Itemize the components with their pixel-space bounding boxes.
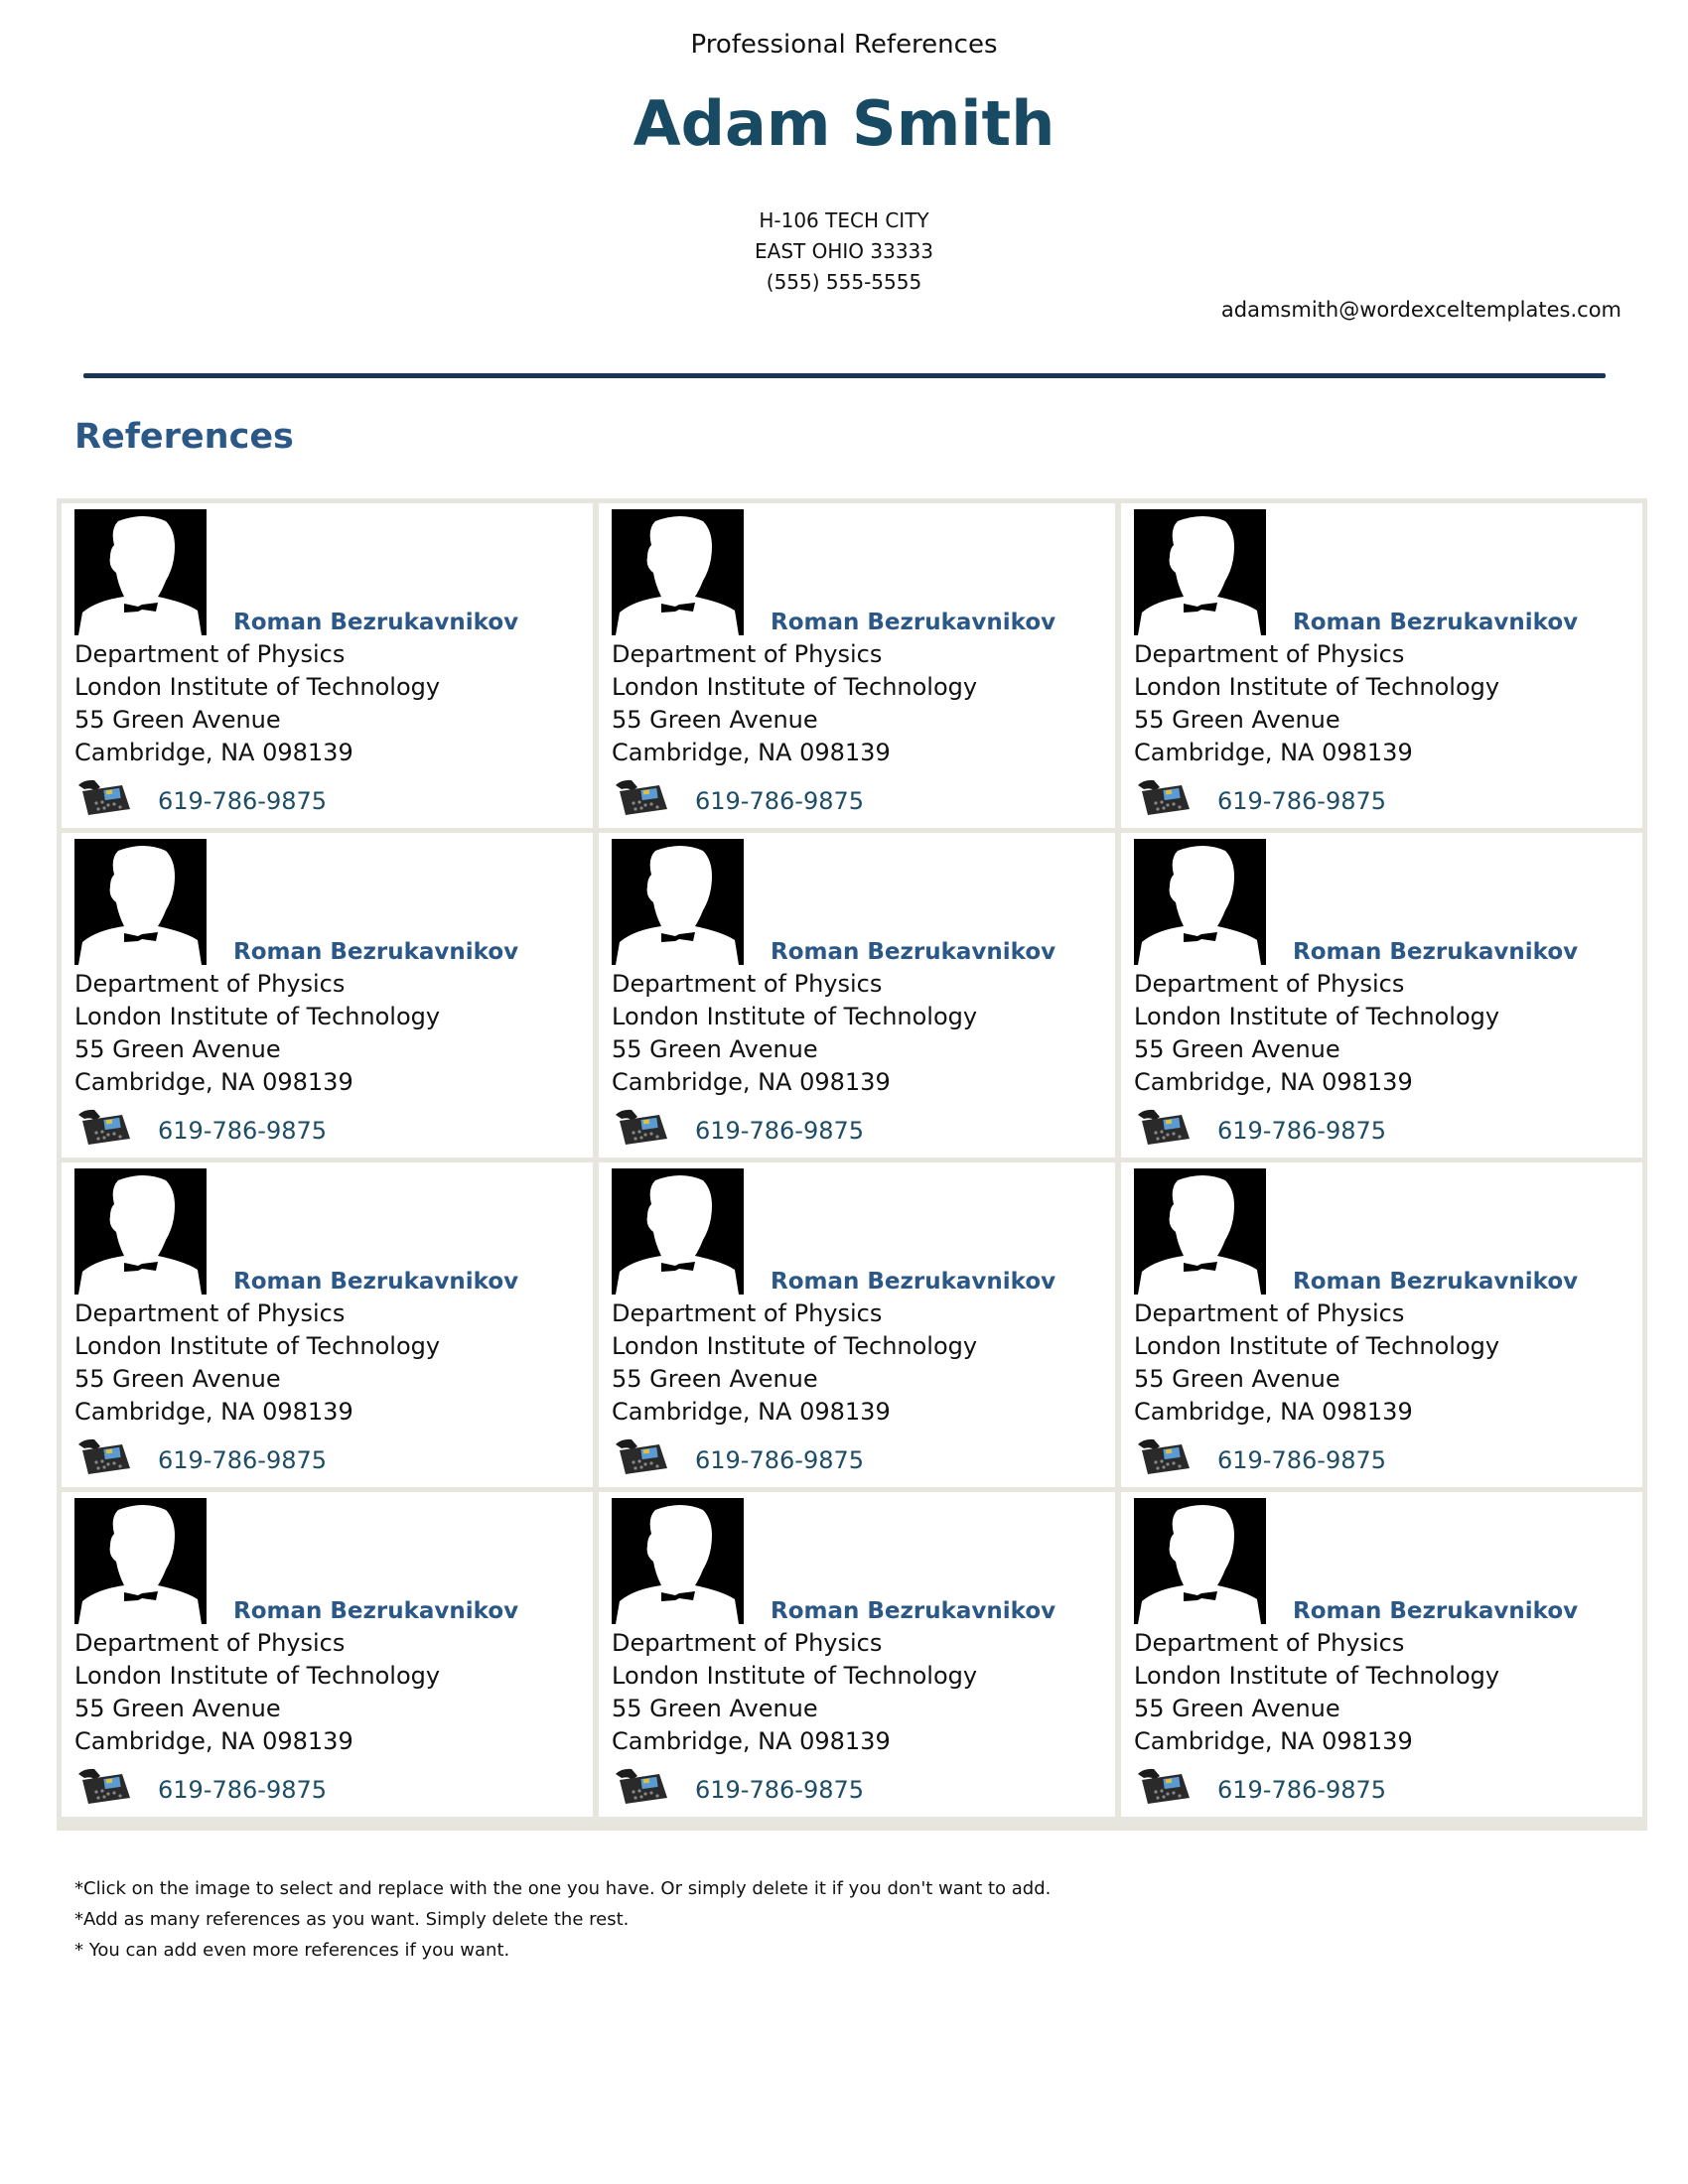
reference-phone: 619-786-9875: [1217, 1776, 1387, 1804]
reference-phone: 619-786-9875: [158, 1117, 328, 1145]
reference-department: Department of Physics: [1134, 1299, 1405, 1327]
person-silhouette-icon[interactable]: [74, 509, 207, 635]
reference-phone: 619-786-9875: [158, 787, 328, 815]
reference-card: [599, 833, 1115, 1158]
desk-phone-icon: [74, 1766, 134, 1806]
reference-card: [599, 1492, 1115, 1817]
reference-card: [1121, 1492, 1642, 1817]
desk-phone-icon: [1134, 1766, 1194, 1806]
desk-phone-icon: [1134, 1436, 1194, 1476]
reference-name: Roman Bezrukavnikov: [233, 610, 519, 635]
reference-city: Cambridge, NA 098139: [74, 1068, 353, 1096]
reference-street: 55 Green Avenue: [612, 706, 818, 734]
person-silhouette-icon[interactable]: [612, 839, 744, 965]
person-silhouette-icon[interactable]: [612, 1168, 744, 1295]
address-line-1: H-106 TECH CITY: [759, 208, 929, 232]
reference-institution: London Institute of Technology: [612, 673, 978, 701]
person-silhouette-icon[interactable]: [1134, 1498, 1266, 1624]
reference-city: Cambridge, NA 098139: [1134, 1068, 1413, 1096]
reference-city: Cambridge, NA 098139: [612, 1398, 891, 1426]
reference-institution: London Institute of Technology: [1134, 1003, 1500, 1030]
person-silhouette-icon[interactable]: [74, 839, 207, 965]
reference-institution: London Institute of Technology: [74, 1003, 441, 1030]
reference-street: 55 Green Avenue: [612, 1035, 818, 1063]
reference-street: 55 Green Avenue: [1134, 1365, 1340, 1393]
reference-department: Department of Physics: [612, 640, 883, 668]
reference-phone: 619-786-9875: [1217, 1446, 1387, 1474]
reference-card: [62, 1162, 593, 1487]
reference-department: Department of Physics: [1134, 970, 1405, 998]
reference-city: Cambridge, NA 098139: [74, 1727, 353, 1755]
person-silhouette-icon[interactable]: [74, 1498, 207, 1624]
person-silhouette-icon[interactable]: [74, 1168, 207, 1295]
person-silhouette-icon[interactable]: [1134, 509, 1266, 635]
desk-phone-icon: [612, 1107, 671, 1147]
desk-phone-icon: [74, 777, 134, 817]
footer-note: * You can add even more references if you want.: [74, 1940, 510, 1961]
reference-phone: 619-786-9875: [695, 787, 865, 815]
reference-street: 55 Green Avenue: [1134, 706, 1340, 734]
reference-name: Roman Bezrukavnikov: [1293, 939, 1579, 965]
address-line-2: EAST OHIO 33333: [755, 239, 933, 263]
reference-department: Department of Physics: [1134, 1629, 1405, 1657]
reference-name: Roman Bezrukavnikov: [1293, 1598, 1579, 1624]
reference-department: Department of Physics: [612, 1299, 883, 1327]
desk-phone-icon: [612, 1436, 671, 1476]
reference-institution: London Institute of Technology: [612, 1332, 978, 1360]
candidate-name: Adam Smith: [633, 87, 1055, 160]
reference-department: Department of Physics: [74, 1629, 346, 1657]
reference-institution: London Institute of Technology: [1134, 1332, 1500, 1360]
reference-name: Roman Bezrukavnikov: [1293, 1269, 1579, 1295]
reference-phone: 619-786-9875: [1217, 787, 1387, 815]
section-title: References: [74, 417, 294, 457]
footer-note: *Click on the image to select and replace with the one you have. Or simply delete it if you don't want to add.: [74, 1878, 1052, 1899]
reference-department: Department of Physics: [612, 1629, 883, 1657]
reference-name: Roman Bezrukavnikov: [771, 1269, 1056, 1295]
reference-institution: London Institute of Technology: [612, 1003, 978, 1030]
reference-institution: London Institute of Technology: [1134, 1662, 1500, 1690]
reference-phone: 619-786-9875: [695, 1446, 865, 1474]
reference-institution: London Institute of Technology: [74, 673, 441, 701]
reference-street: 55 Green Avenue: [74, 706, 281, 734]
reference-street: 55 Green Avenue: [74, 1365, 281, 1393]
reference-name: Roman Bezrukavnikov: [233, 939, 519, 965]
reference-street: 55 Green Avenue: [612, 1695, 818, 1722]
reference-city: Cambridge, NA 098139: [1134, 739, 1413, 766]
reference-card: [1121, 833, 1642, 1158]
contact-email[interactable]: adamsmith@wordexceltemplates.com: [1220, 298, 1621, 322]
reference-phone: 619-786-9875: [695, 1776, 865, 1804]
reference-street: 55 Green Avenue: [1134, 1695, 1340, 1722]
reference-name: Roman Bezrukavnikov: [771, 939, 1056, 965]
reference-name: Roman Bezrukavnikov: [1293, 610, 1579, 635]
document-subtitle: Professional References: [690, 30, 998, 60]
desk-phone-icon: [612, 777, 671, 817]
reference-name: Roman Bezrukavnikov: [233, 1598, 519, 1624]
reference-card: [599, 503, 1115, 828]
reference-card: [62, 833, 593, 1158]
reference-department: Department of Physics: [1134, 640, 1405, 668]
reference-department: Department of Physics: [612, 970, 883, 998]
reference-department: Department of Physics: [74, 970, 346, 998]
reference-institution: London Institute of Technology: [1134, 673, 1500, 701]
footer-note: *Add as many references as you want. Simply delete the rest.: [74, 1909, 630, 1930]
reference-phone: 619-786-9875: [1217, 1117, 1387, 1145]
person-silhouette-icon[interactable]: [612, 1498, 744, 1624]
reference-department: Department of Physics: [74, 1299, 346, 1327]
desk-phone-icon: [1134, 777, 1194, 817]
reference-institution: London Institute of Technology: [74, 1332, 441, 1360]
person-silhouette-icon[interactable]: [1134, 839, 1266, 965]
reference-card: [599, 1162, 1115, 1487]
reference-card: [62, 1492, 593, 1817]
reference-department: Department of Physics: [74, 640, 346, 668]
desk-phone-icon: [74, 1107, 134, 1147]
reference-name: Roman Bezrukavnikov: [771, 1598, 1056, 1624]
reference-city: Cambridge, NA 098139: [612, 739, 891, 766]
reference-name: Roman Bezrukavnikov: [233, 1269, 519, 1295]
reference-city: Cambridge, NA 098139: [1134, 1727, 1413, 1755]
reference-street: 55 Green Avenue: [612, 1365, 818, 1393]
references-grid: [57, 498, 1647, 1831]
header-divider: [83, 373, 1606, 378]
desk-phone-icon: [74, 1436, 134, 1476]
reference-phone: 619-786-9875: [158, 1446, 328, 1474]
reference-phone: 619-786-9875: [158, 1776, 328, 1804]
person-silhouette-icon[interactable]: [612, 509, 744, 635]
reference-phone: 619-786-9875: [695, 1117, 865, 1145]
reference-card: [1121, 1162, 1642, 1487]
reference-institution: London Institute of Technology: [74, 1662, 441, 1690]
desk-phone-icon: [1134, 1107, 1194, 1147]
reference-city: Cambridge, NA 098139: [612, 1727, 891, 1755]
reference-name: Roman Bezrukavnikov: [771, 610, 1056, 635]
person-silhouette-icon[interactable]: [1134, 1168, 1266, 1295]
reference-institution: London Institute of Technology: [612, 1662, 978, 1690]
contact-phone: (555) 555-5555: [766, 270, 922, 294]
reference-street: 55 Green Avenue: [1134, 1035, 1340, 1063]
reference-street: 55 Green Avenue: [74, 1695, 281, 1722]
desk-phone-icon: [612, 1766, 671, 1806]
reference-city: Cambridge, NA 098139: [74, 739, 353, 766]
reference-street: 55 Green Avenue: [74, 1035, 281, 1063]
reference-city: Cambridge, NA 098139: [612, 1068, 891, 1096]
reference-city: Cambridge, NA 098139: [1134, 1398, 1413, 1426]
reference-card: [1121, 503, 1642, 828]
reference-card: [62, 503, 593, 828]
reference-city: Cambridge, NA 098139: [74, 1398, 353, 1426]
